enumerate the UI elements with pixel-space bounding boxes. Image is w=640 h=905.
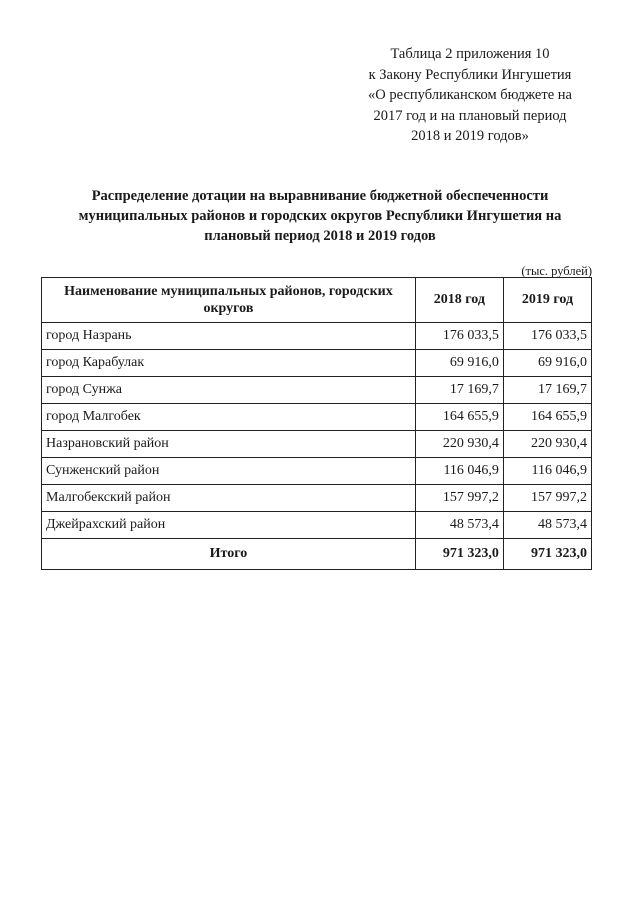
column-header-2018: 2018 год [415, 278, 503, 323]
table-row [42, 485, 592, 512]
document-title-line: Распределение дотации на выравнивание бюджетной обеспеченности [91, 188, 549, 204]
value-2018: 176 033,5 [415, 323, 503, 350]
table-header-row [42, 278, 592, 323]
table-row [42, 323, 592, 350]
value-2018: 157 997,2 [415, 485, 503, 512]
value-2018: 164 655,9 [415, 404, 503, 431]
document-title [40, 186, 600, 246]
table-row [42, 377, 592, 404]
column-header-name: Наименование муниципальных районов, городских округов [42, 278, 416, 323]
total-2019: 971 323,0 [503, 539, 591, 570]
municipality-name: Сунженский район [42, 458, 416, 485]
table-row [42, 404, 592, 431]
value-2019: 157 997,2 [503, 485, 591, 512]
unit-label: (тыс. рублей) [521, 264, 592, 278]
value-2018: 48 573,4 [415, 512, 503, 539]
municipality-name: Назрановский район [42, 431, 416, 458]
column-header-2019: 2019 год [503, 278, 591, 323]
municipality-name: Малгобекский район [42, 485, 416, 512]
document-title-line: муниципальных районов и городских округов Республики Ингушетия на [78, 208, 562, 224]
value-2018: 220 930,4 [415, 431, 503, 458]
table-row [42, 431, 592, 458]
value-2018: 69 916,0 [415, 350, 503, 377]
municipality-name: город Сунжа [42, 377, 416, 404]
value-2018: 17 169,7 [415, 377, 503, 404]
appendix-note [300, 44, 640, 147]
table-row [42, 512, 592, 539]
appendix-note-line: к Закону Республики Ингушетия [368, 66, 572, 83]
value-2018: 116 046,9 [415, 458, 503, 485]
municipality-name: город Карабулак [42, 350, 416, 377]
total-2018: 971 323,0 [415, 539, 503, 570]
subsidy-table [41, 277, 592, 570]
value-2019: 17 169,7 [503, 377, 591, 404]
value-2019: 220 930,4 [503, 431, 591, 458]
total-row [42, 539, 592, 570]
municipality-name: город Малгобек [42, 404, 416, 431]
value-2019: 48 573,4 [503, 512, 591, 539]
value-2019: 116 046,9 [503, 458, 591, 485]
value-2019: 176 033,5 [503, 323, 591, 350]
document-title-line: плановый период 2018 и 2019 годов [204, 228, 436, 244]
appendix-note-line: 2018 и 2019 годов» [411, 128, 529, 144]
municipality-name: город Назрань [42, 323, 416, 350]
table-row [42, 458, 592, 485]
value-2019: 69 916,0 [503, 350, 591, 377]
total-label: Итого [42, 539, 416, 570]
value-2019: 164 655,9 [503, 404, 591, 431]
appendix-note-line: 2017 год и на плановый период [373, 107, 567, 124]
table-row [42, 350, 592, 377]
appendix-note-line: «О республиканском бюджете на [368, 87, 572, 103]
municipality-name: Джейрахский район [42, 512, 416, 539]
appendix-note-line: Таблица 2 приложения 10 [390, 46, 550, 62]
